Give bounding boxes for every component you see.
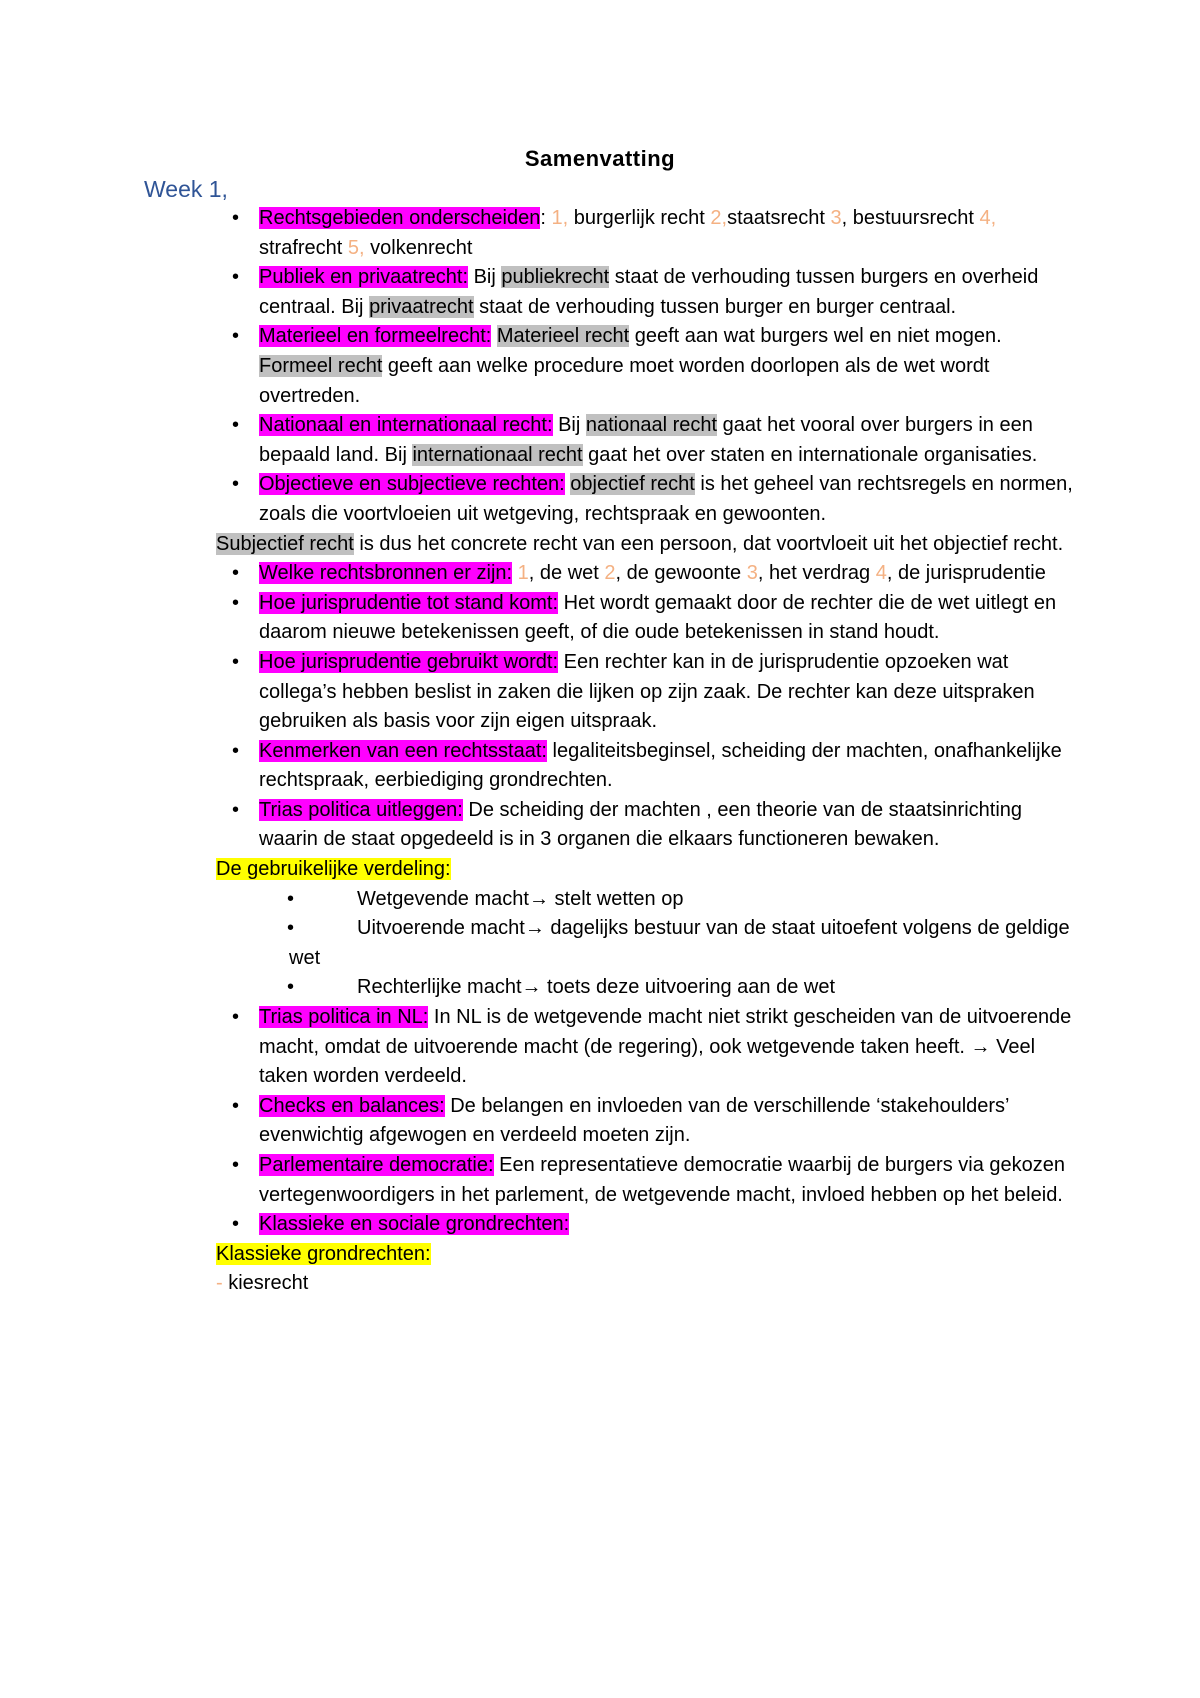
- bullet-rechtsbronnen: [232, 559, 1076, 589]
- bullet-nationaal-internationaal: [232, 411, 1076, 470]
- heading-gebruikelijke-verdeling: [216, 855, 1076, 885]
- sub-bullet-wetgevende: [289, 885, 1076, 915]
- highlight-term: Nationaal en internationaal recht:: [259, 414, 553, 437]
- week-heading: Week 1,: [144, 176, 228, 202]
- list-number: 2: [604, 562, 616, 585]
- text: Een representatieve democratie waarbij de burgers via gekozen vertegenwoordigers in het parlement, de wetgevende macht, invloed hebben op het beleid.: [259, 1154, 1065, 1206]
- bullet-materieel-formeelrecht: [232, 322, 1076, 411]
- list-number: 5,: [342, 236, 365, 259]
- text: Het wordt gemaakt door de rechter die de wet uitlegt en daarom nieuwe betekenissen geeft, of die oude betekenissen in stand houdt.: [259, 591, 1057, 644]
- text: :: [540, 207, 546, 229]
- highlight-term: Kenmerken van een rechtsstaat:: [259, 739, 547, 762]
- bullet-marker: •: [232, 798, 240, 821]
- highlight-term: Klassieke en sociale grondrechten:: [259, 1213, 570, 1236]
- text: kiesrecht: [222, 1272, 309, 1295]
- text: , bestuursrecht: [841, 207, 974, 229]
- text: strafrecht: [259, 236, 343, 259]
- bullet-grondrechten: [232, 1210, 1076, 1240]
- bullet-jurisprudentie-tot-stand: [232, 589, 1076, 648]
- highlight-term: Parlementaire democratie:: [259, 1154, 494, 1176]
- highlight-term: Hoe jurisprudentie tot stand komt:: [259, 591, 559, 614]
- text: staat de verhouding tussen burgers en overheid centraal. Bij: [259, 266, 1039, 318]
- text: geeft aan welke procedure moet worden doorlopen als de wet wordt overtreden.: [259, 354, 990, 407]
- bullet-jurisprudentie-gebruikt: [232, 648, 1076, 737]
- yellow-heading: Klassieke grondrechten:: [216, 1242, 431, 1265]
- list-number: 4: [875, 562, 887, 585]
- bullet-marker: •: [232, 650, 240, 673]
- list-number: 3: [824, 207, 842, 229]
- highlight-term: Publiek en privaatrecht:: [259, 266, 469, 289]
- highlight-term: Hoe jurisprudentie gebruikt wordt:: [259, 650, 559, 673]
- gray-term: internationaal recht: [412, 443, 583, 466]
- text: Rechterlijke macht→ toets deze uitvoering aan de wet: [357, 976, 836, 999]
- list-number: 1: [512, 562, 529, 585]
- bullet-trias-politica-nl: [232, 1003, 1076, 1092]
- text: , het verdrag: [757, 562, 876, 585]
- bullet-marker: •: [232, 591, 240, 614]
- highlight-term: Trias politica uitleggen:: [259, 798, 463, 821]
- bullet-rechtsgebieden: [232, 204, 1076, 263]
- text: , de gewoonte: [615, 562, 747, 585]
- bullet-parlementaire-democratie: [232, 1151, 1076, 1210]
- bullet-trias-politica: [232, 796, 1076, 855]
- text: Wetgevende macht→ stelt wetten op: [357, 887, 684, 910]
- highlight-term: Materieel en formeelrecht:: [259, 325, 492, 348]
- text: gaat het vooral over burgers in een bepaald land. Bij: [259, 414, 1033, 466]
- list-number: 2,: [704, 207, 728, 229]
- bullet-marker: •: [232, 1213, 240, 1236]
- gray-term: privaatrecht: [369, 295, 474, 318]
- text: is dus het concrete recht van een persoon, dat voortvloeit uit het objectief recht.: [353, 532, 1064, 555]
- list-item-kiesrecht: [216, 1269, 1076, 1299]
- text: geeft aan wat burgers wel en niet mogen.: [629, 325, 1002, 348]
- bullet-marker: •: [287, 976, 295, 999]
- highlight-term: Rechtsgebieden onderscheiden: [259, 207, 541, 229]
- sub-bullet-rechterlijke: [289, 973, 1076, 1003]
- bullet-marker: •: [232, 739, 240, 762]
- paragraph-subjectief-recht: [216, 530, 1076, 560]
- bullet-marker: •: [232, 1154, 240, 1176]
- list-number: 3: [746, 562, 758, 585]
- heading-klassieke-grondrechten: [216, 1240, 1076, 1270]
- text: burgerlijk recht: [568, 207, 705, 229]
- text: Bij: [552, 414, 586, 437]
- bullet-marker: •: [232, 325, 240, 348]
- bullet-marker: •: [232, 1006, 240, 1029]
- gray-term: nationaal recht: [585, 414, 718, 437]
- list-number: 4,: [973, 207, 997, 229]
- bullet-marker: •: [232, 473, 240, 496]
- bullet-marker: •: [232, 1094, 240, 1117]
- text: volkenrecht: [364, 236, 473, 259]
- bullet-marker: •: [232, 266, 240, 289]
- highlight-term: Welke rechtsbronnen er zijn:: [259, 562, 513, 585]
- text: , de wet: [528, 562, 605, 585]
- highlight-term: Checks en balances:: [259, 1094, 445, 1117]
- gray-term: Subjectief recht: [216, 532, 354, 555]
- bullet-marker: •: [232, 207, 240, 229]
- gray-term: Materieel recht: [496, 325, 630, 348]
- highlight-term: Trias politica in NL:: [259, 1006, 429, 1029]
- list-number: 1,: [545, 207, 569, 229]
- text: Uitvoerende macht→ dagelijks bestuur van de staat uitoefent volgens de geldige wet: [289, 917, 1070, 969]
- sub-bullet-uitvoerende: [289, 914, 1076, 973]
- bullet-marker: •: [232, 562, 240, 585]
- text: In NL is de wetgevende macht niet strikt gescheiden van de uitvoerende macht, omdat de uitvoerende macht (de regering), ook wetgevende taken heeft. → Veel taken worden verdeeld.: [259, 1006, 1072, 1088]
- gray-term: publiekrecht: [501, 266, 610, 289]
- bullet-kenmerken-rechtsstaat: [232, 737, 1076, 796]
- text: is het geheel van rechtsregels en normen, zoals die voortvloeien uit wetgeving, rechtspraak en gewoonten.: [259, 473, 1073, 525]
- document-body: [216, 204, 1076, 1299]
- highlight-term: Objectieve en subjectieve rechten:: [259, 473, 565, 496]
- text: De scheiding der machten , een theorie van de staatsinrichting waarin de staat opgedeeld is in 3 organen die elkaars functioneren bewaken.: [259, 798, 1023, 851]
- document-title: Samenvatting: [524, 146, 676, 171]
- bullet-checks-balances: [232, 1092, 1076, 1151]
- bullet-marker: •: [232, 414, 240, 437]
- text: Een rechter kan in de jurisprudentie opzoeken wat collega’s hebben beslist in zaken die lijken op zijn zaak. De rechter kan deze uitspraken gebruiken als basis voor zijn eigen uitspraak.: [259, 650, 1035, 733]
- bullet-marker: •: [287, 917, 295, 940]
- text: legaliteitsbeginsel, scheiding der machten, onafhankelijke rechtspraak, eerbiediging grondrechten.: [259, 739, 1062, 792]
- text: , de jurisprudentie: [886, 562, 1046, 585]
- bullet-objectieve-subjectieve: [232, 470, 1076, 529]
- bullet-marker: •: [287, 887, 295, 910]
- text: staatsrecht: [727, 207, 825, 229]
- gray-term: Formeel recht: [259, 354, 383, 377]
- text: staat de verhouding tussen burger en burger centraal.: [473, 295, 957, 318]
- yellow-heading: De gebruikelijke verdeling:: [216, 858, 451, 881]
- gray-term: objectief recht: [570, 473, 695, 496]
- text: Bij: [468, 266, 502, 289]
- bullet-publiek-privaatrecht: [232, 263, 1076, 322]
- text: De belangen en invloeden van de verschillende ‘stakehoulders’ evenwichtig afgewogen en verdeeld moeten zijn.: [259, 1094, 1009, 1147]
- dash-marker: -: [216, 1272, 223, 1295]
- text: gaat het over staten en internationale organisaties.: [582, 443, 1038, 466]
